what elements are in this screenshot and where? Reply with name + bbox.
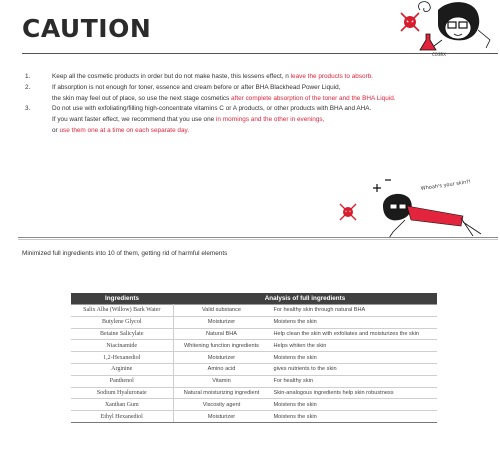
table-row bbox=[71, 316, 437, 328]
badge-label: COSRX bbox=[432, 52, 446, 57]
item-number: 3. bbox=[25, 105, 31, 113]
caution-continuation bbox=[22, 115, 422, 126]
item-number: 1. bbox=[25, 73, 31, 80]
table-row bbox=[71, 375, 437, 387]
ingredients-table bbox=[71, 293, 437, 423]
caution-text: Keep all the cosmetic products in order but do not make haste, this lessens effect, n bbox=[52, 73, 291, 80]
ingredient-cell: Sodium Hyaluronate bbox=[71, 387, 173, 399]
description-cell: gives nutrients to the skin bbox=[270, 363, 438, 375]
caution-list bbox=[22, 72, 422, 137]
ingredient-cell: Panthenol bbox=[71, 375, 173, 387]
caution-text: If you want faster effect, we recommend that you use one bbox=[52, 116, 216, 124]
function-cell: Viscosity agent bbox=[173, 399, 270, 411]
function-cell: Whitening function ingredients bbox=[173, 340, 270, 352]
function-cell: Natural moisturizing ingredient bbox=[173, 387, 270, 399]
table-row bbox=[71, 340, 437, 352]
ingredient-cell: Butylene Glycol bbox=[71, 316, 173, 328]
caution-text: Do not use with exfoliating/filling high-concentrate vitamins C or A products, or other products with BHA and AHA. bbox=[52, 105, 372, 113]
ingredient-cell: Betaine Salicylate bbox=[71, 328, 173, 340]
caution-text: or bbox=[52, 126, 60, 134]
description-cell: For healthy skin bbox=[270, 375, 438, 387]
speech-text: Whoah's your skin?! bbox=[420, 179, 472, 192]
ingredient-cell: Arginine bbox=[71, 363, 173, 375]
skull-icon bbox=[401, 13, 419, 31]
table-row bbox=[71, 352, 437, 364]
page-title: CAUTION bbox=[22, 14, 152, 43]
function-cell: Natural BHA bbox=[173, 328, 270, 340]
caution-continuation bbox=[22, 94, 422, 105]
table-row bbox=[71, 399, 437, 411]
ingredient-cell: 1,2-Hexanediol bbox=[71, 352, 173, 364]
function-cell: Vitamin bbox=[173, 375, 270, 387]
description-cell: Moistens the skin bbox=[270, 399, 438, 411]
table-row bbox=[71, 328, 437, 340]
description-cell: Skin-analogous ingredients help skin robustness bbox=[270, 387, 438, 399]
scientist-girl-illustration bbox=[392, 0, 500, 58]
table-row bbox=[71, 387, 437, 399]
table-header-row bbox=[71, 293, 437, 305]
description-cell: Moistens the skin bbox=[270, 411, 438, 423]
ingredient-cell: Salix Alba (Willow) Bark Water bbox=[71, 305, 173, 317]
caution-item bbox=[22, 72, 422, 83]
caution-text: If absorption is not enough for toner, essence and cream before or after BHA Blackhead Power Liquid, bbox=[52, 83, 341, 91]
caution-highlight: leave the products to absorb. bbox=[290, 73, 374, 80]
caution-continuation bbox=[22, 126, 422, 137]
caution-highlight: use them one at a time on each separate day. bbox=[59, 126, 190, 134]
caution-item bbox=[22, 104, 422, 115]
function-cell: Moisturizer bbox=[173, 352, 270, 364]
caution-text: the skin may feel out of place, so use the next stage cosmetics bbox=[52, 94, 232, 102]
function-cell: Valid substance bbox=[173, 305, 270, 317]
table-row bbox=[71, 305, 437, 317]
header-analysis: Analysis of full ingredients bbox=[173, 293, 437, 305]
skull-icon bbox=[340, 204, 356, 220]
caution-item bbox=[22, 83, 422, 94]
function-cell: Amino acid bbox=[173, 363, 270, 375]
ingredient-cell: Niacinamide bbox=[71, 340, 173, 352]
ingredient-cell: Ethyl Hexanediol bbox=[71, 411, 173, 423]
description-cell: Help clean the skin with exfoliates and moisturizes the skin bbox=[270, 328, 438, 340]
table-row bbox=[71, 411, 437, 423]
description-cell: For healthy skin through natural BHA bbox=[270, 305, 438, 317]
table-row bbox=[71, 363, 437, 375]
function-cell: Moisturizer bbox=[173, 411, 270, 423]
description-cell: Helps whiten the skin bbox=[270, 340, 438, 352]
header-ingredients: Ingredients bbox=[71, 293, 173, 305]
caution-highlight: after complete absorption of the toner and the BHA Liquid. bbox=[231, 94, 396, 102]
section-divider-shadow bbox=[18, 239, 498, 240]
ingredient-cell: Xanthan Gum bbox=[71, 399, 173, 411]
description-cell: Moistens the skin bbox=[270, 352, 438, 364]
function-cell: Moisturizer bbox=[173, 316, 270, 328]
ingredients-subtitle: Minimized full ingredients into 10 of them, getting rid of harmful elements bbox=[22, 250, 228, 257]
leaning-girl-illustration bbox=[335, 160, 500, 240]
section-divider bbox=[18, 237, 498, 238]
caution-highlight: in mornings and the other in evenings, bbox=[216, 116, 325, 124]
item-number: 2. bbox=[25, 83, 31, 91]
description-cell: Moistens the skin bbox=[270, 316, 438, 328]
